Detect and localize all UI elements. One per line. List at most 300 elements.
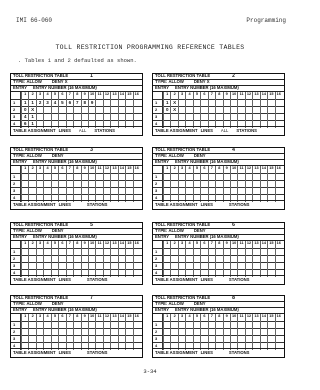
column-number: 13 <box>112 166 117 170</box>
entry-column <box>178 314 185 350</box>
column-number: 11 <box>97 92 102 96</box>
assignment-label: TABLE ASSIGNMENT <box>155 202 198 207</box>
row-number: 3 <box>13 114 16 119</box>
entry-columns <box>21 166 140 202</box>
column-number: 6 <box>61 166 64 170</box>
entry-column <box>66 314 73 350</box>
entry-column <box>230 314 237 350</box>
entry-column <box>252 241 259 277</box>
deny-label: DENY <box>51 154 64 158</box>
column-number: 7 <box>68 241 71 245</box>
entry-column <box>215 92 222 128</box>
column-number: 16 <box>134 92 139 96</box>
column-number: 12 <box>104 166 110 170</box>
assignment-label: TABLE ASSIGNMENT <box>155 350 198 355</box>
type-label: TYPE: <box>155 154 168 158</box>
column-number: 1 <box>166 166 169 170</box>
default-note: . Tables 1 and 2 defaulted as shown. <box>18 57 137 64</box>
column-number: 15 <box>269 314 274 318</box>
entry-column <box>193 166 200 202</box>
row-number: 2 <box>13 181 16 186</box>
column-number: 16 <box>276 92 281 96</box>
entry-column <box>245 241 252 277</box>
column-number: 10 <box>90 314 95 318</box>
row-number: 2 <box>13 329 16 334</box>
deny-label: DENY <box>193 229 206 233</box>
assignment-label: TABLE ASSIGNMENT <box>155 128 198 133</box>
entry-column <box>21 92 28 128</box>
table-number: 4 <box>232 148 235 153</box>
row-number: 3 <box>13 263 16 268</box>
entry-column <box>215 241 222 277</box>
column-number: 1 <box>166 314 169 318</box>
entry-max-label: ENTRY NUMBER (16 MAXIMUM) <box>33 160 97 164</box>
column-number: 2 <box>31 241 34 245</box>
deny-label: DENY <box>193 80 206 84</box>
toll-restriction-table <box>10 222 143 285</box>
entry-column <box>118 241 125 277</box>
entry-column <box>43 241 50 277</box>
column-number: 10 <box>232 166 237 170</box>
row-number: 1 <box>13 322 16 327</box>
entry-mark: 6 <box>68 99 72 105</box>
entry-column <box>252 92 259 128</box>
column-number: 15 <box>127 92 132 96</box>
entry-column <box>110 166 117 202</box>
lines-label: LINES <box>58 350 71 355</box>
entry-column <box>81 92 88 128</box>
allow-label: ALLOW <box>26 302 42 306</box>
column-number: 4 <box>46 241 49 245</box>
column-number: 8 <box>218 314 221 318</box>
column-number: 6 <box>203 166 206 170</box>
entry-column <box>43 92 50 128</box>
entry-column <box>252 314 259 350</box>
entry-mark: 5 <box>61 99 64 105</box>
entry-max-label: ENTRY NUMBER (16 MAXIMUM) <box>175 308 239 312</box>
column-number: 10 <box>232 92 237 96</box>
column-number: 11 <box>97 166 102 170</box>
table-number: 3 <box>90 148 93 153</box>
table-number: 1 <box>90 74 93 79</box>
assignment-label: TABLE ASSIGNMENT <box>155 277 198 282</box>
entry-column <box>21 314 28 350</box>
column-number: 8 <box>76 314 79 318</box>
entry-column <box>267 166 274 202</box>
column-number: 7 <box>210 166 213 170</box>
column-number: 3 <box>39 166 42 170</box>
column-number: 13 <box>254 314 259 318</box>
column-number: 13 <box>254 92 259 96</box>
entry-column <box>223 241 230 277</box>
column-number: 4 <box>188 241 191 245</box>
entry-column <box>110 241 117 277</box>
entry-column <box>125 92 132 128</box>
entry-column <box>163 241 170 277</box>
row-number: 4 <box>155 343 158 348</box>
entry-label: ENTRY <box>155 160 170 164</box>
column-number: 11 <box>97 241 102 245</box>
entry-mark: 2 <box>38 99 42 105</box>
column-number: 6 <box>203 314 206 318</box>
entry-mark: X <box>31 106 35 112</box>
entry-column <box>208 314 215 350</box>
table-number: 5 <box>90 223 93 228</box>
entry-column <box>95 314 102 350</box>
column-number: 15 <box>269 166 274 170</box>
entry-column <box>245 92 252 128</box>
entry-column <box>28 166 35 202</box>
entry-column <box>95 92 102 128</box>
allow-label: ALLOW <box>168 80 184 84</box>
entry-max-label: ENTRY NUMBER (16 MAXIMUM) <box>175 160 239 164</box>
entry-column <box>178 166 185 202</box>
column-number: 14 <box>119 92 125 96</box>
entry-mark: 9 <box>90 99 94 105</box>
entry-column <box>185 166 192 202</box>
entry-columns <box>21 241 140 277</box>
column-number: 10 <box>90 92 95 96</box>
column-number: 15 <box>127 166 132 170</box>
allow-label: ALLOW <box>168 154 184 158</box>
entry-column <box>51 166 58 202</box>
entry-column <box>223 92 230 128</box>
column-number: 9 <box>83 314 86 318</box>
row-number: 2 <box>13 107 16 112</box>
type-label: TYPE: <box>13 229 26 233</box>
column-number: 9 <box>83 241 86 245</box>
table-assignment-row <box>11 275 142 284</box>
entry-column <box>178 92 185 128</box>
entry-column <box>245 166 252 202</box>
row-number: 4 <box>155 121 158 126</box>
entry-column <box>178 241 185 277</box>
entry-column <box>252 166 259 202</box>
row-number: 3 <box>13 188 16 193</box>
column-number: 9 <box>225 166 228 170</box>
column-number: 6 <box>61 241 64 245</box>
table-assignment-row <box>11 126 142 135</box>
entry-column <box>260 314 267 350</box>
column-number: 5 <box>195 92 199 96</box>
entry-column <box>237 166 244 202</box>
entry-mark: 4 <box>23 113 27 119</box>
entry-column <box>95 166 102 202</box>
entry-column <box>28 241 35 277</box>
column-number: 8 <box>218 92 221 96</box>
table-label: TOLL RESTRICTION TABLE <box>13 296 69 300</box>
column-number: 12 <box>246 241 252 245</box>
toll-restriction-table <box>152 295 285 358</box>
entry-max-label: ENTRY NUMBER (16 MAXIMUM) <box>33 308 97 312</box>
deny-label: DENY <box>51 229 64 233</box>
entry-column <box>58 166 65 202</box>
entry-column <box>66 166 73 202</box>
entry-column <box>95 241 102 277</box>
entry-column <box>170 166 177 202</box>
column-number: 8 <box>76 92 79 96</box>
toll-restriction-table <box>10 295 143 358</box>
row-number: 1 <box>13 249 16 254</box>
type-label: TYPE: <box>13 154 26 158</box>
lines-label: LINES <box>200 202 213 207</box>
type-mark: X <box>206 80 210 84</box>
type-label: TYPE: <box>155 80 168 84</box>
entry-column <box>118 314 125 350</box>
entry-max-label: ENTRY NUMBER (16 MAXIMUM) <box>175 235 239 239</box>
column-number: 14 <box>261 92 267 96</box>
entry-column <box>36 92 43 128</box>
entry-column <box>230 166 237 202</box>
entry-column <box>133 241 140 277</box>
entry-label: ENTRY <box>155 235 170 239</box>
table-assignment-row <box>11 200 142 209</box>
column-number: 3 <box>181 166 184 170</box>
column-number: 14 <box>261 241 267 245</box>
row-number: 4 <box>155 195 158 200</box>
column-number: 5 <box>53 92 57 96</box>
toll-restriction-table <box>10 73 143 136</box>
table-number: 7 <box>90 296 93 301</box>
column-number: 13 <box>254 241 259 245</box>
entry-max-label: ENTRY NUMBER (16 MAXIMUM) <box>175 86 239 90</box>
entry-column <box>58 241 65 277</box>
column-number: 5 <box>53 241 57 245</box>
column-number: 5 <box>195 314 199 318</box>
column-number: 12 <box>246 92 252 96</box>
column-number: 8 <box>218 241 221 245</box>
table-label: TOLL RESTRICTION TABLE <box>13 223 69 227</box>
entry-column <box>245 314 252 350</box>
entry-mark: 1 <box>31 113 34 119</box>
column-number: 11 <box>239 166 244 170</box>
type-label: TYPE: <box>13 302 26 306</box>
column-number: 6 <box>203 241 206 245</box>
entry-column <box>110 92 117 128</box>
entry-column <box>58 92 65 128</box>
column-number: 16 <box>276 314 281 318</box>
entry-column <box>208 241 215 277</box>
column-number: 8 <box>218 166 221 170</box>
entry-column <box>185 241 192 277</box>
column-number: 16 <box>134 166 139 170</box>
column-number: 13 <box>112 241 117 245</box>
table-assignment-row <box>153 200 284 209</box>
column-number: 4 <box>188 314 191 318</box>
entry-mark: 8 <box>83 99 86 105</box>
entry-column <box>21 241 28 277</box>
allow-label: ALLOW <box>26 80 42 84</box>
row-number: 1 <box>13 174 16 179</box>
entry-column <box>260 166 267 202</box>
column-number: 13 <box>112 314 117 318</box>
column-number: 5 <box>53 314 57 318</box>
row-number: 3 <box>155 263 158 268</box>
entry-columns <box>163 314 282 350</box>
entry-grid <box>153 92 284 128</box>
type-label: TYPE: <box>155 229 168 233</box>
entry-column <box>125 241 132 277</box>
entry-columns <box>21 92 140 128</box>
entry-column <box>36 241 43 277</box>
entry-column <box>43 166 50 202</box>
table-label: TOLL RESTRICTION TABLE <box>13 148 69 152</box>
row-number: 4 <box>13 121 16 126</box>
column-number: 15 <box>269 92 274 96</box>
column-number: 3 <box>181 92 184 96</box>
table-number: 6 <box>232 223 235 228</box>
entry-column <box>200 92 207 128</box>
assignment-label: TABLE ASSIGNMENT <box>13 128 56 133</box>
column-number: 1 <box>24 314 27 318</box>
column-number: 16 <box>134 241 139 245</box>
table-label: TOLL RESTRICTION TABLE <box>155 296 211 300</box>
table-label: TOLL RESTRICTION TABLE <box>13 74 69 78</box>
entry-grid <box>153 314 284 350</box>
deny-label: DENY <box>51 80 64 84</box>
entry-column <box>193 92 200 128</box>
column-number: 3 <box>39 314 42 318</box>
entry-column <box>73 241 80 277</box>
table-label: TOLL RESTRICTION TABLE <box>155 223 211 227</box>
entry-column <box>275 92 282 128</box>
entry-mark: 4 <box>53 99 57 105</box>
column-number: 1 <box>24 241 27 245</box>
entry-column <box>66 92 73 128</box>
entry-column <box>118 92 125 128</box>
entry-column <box>103 314 110 350</box>
entry-label: ENTRY <box>155 308 170 312</box>
entry-column <box>170 92 177 128</box>
entry-column <box>200 241 207 277</box>
column-number: 16 <box>276 166 281 170</box>
column-number: 12 <box>104 241 110 245</box>
page-title: TOLL RESTRICTION PROGRAMMING REFERENCE TABLES <box>55 44 245 51</box>
stations-label: STATIONS <box>228 277 250 282</box>
lines-label: LINES <box>200 128 213 133</box>
table-assignment-row <box>153 348 284 357</box>
entry-grid <box>11 314 142 350</box>
entry-columns <box>163 92 282 128</box>
deny-label: DENY <box>51 302 64 306</box>
entry-column <box>237 92 244 128</box>
row-number: 4 <box>155 270 158 275</box>
entry-column <box>275 241 282 277</box>
column-number: 3 <box>181 241 184 245</box>
column-number: 7 <box>210 241 213 245</box>
entry-column <box>118 166 125 202</box>
entry-column <box>170 314 177 350</box>
column-number: 12 <box>104 92 110 96</box>
stations-label: STATIONS <box>228 202 250 207</box>
lines-label: LINES <box>58 202 71 207</box>
entry-column <box>267 92 274 128</box>
column-number: 8 <box>76 166 79 170</box>
entry-max-label: ENTRY NUMBER (16 MAXIMUM) <box>33 235 97 239</box>
page-number: 3-34 <box>143 368 157 375</box>
row-number: 3 <box>13 336 16 341</box>
entry-grid <box>11 166 142 202</box>
entry-grid <box>11 241 142 277</box>
column-number: 7 <box>68 92 71 96</box>
stations-label: STATIONS <box>228 350 250 355</box>
entry-column <box>103 241 110 277</box>
entry-column <box>58 314 65 350</box>
column-number: 9 <box>225 314 228 318</box>
entry-column <box>275 166 282 202</box>
column-number: 2 <box>31 166 34 170</box>
row-number: 3 <box>155 188 158 193</box>
entry-column <box>21 166 28 202</box>
column-number: 10 <box>232 241 237 245</box>
entry-column <box>223 314 230 350</box>
entry-label: ENTRY <box>13 235 28 239</box>
stations-label: STATIONS <box>236 128 257 133</box>
row-number: 2 <box>155 329 158 334</box>
lines-label: LINES <box>58 128 71 133</box>
column-number: 5 <box>195 241 199 245</box>
column-number: 4 <box>46 314 49 318</box>
stations-label: STATIONS <box>86 202 108 207</box>
entry-column <box>103 166 110 202</box>
entry-label: ENTRY <box>155 86 170 90</box>
lines-label: LINES <box>200 350 213 355</box>
toll-restriction-table <box>152 222 285 285</box>
row-number: 2 <box>13 256 16 261</box>
entry-mark: 0 <box>23 106 27 112</box>
entry-mark: X <box>173 99 177 105</box>
column-number: 5 <box>53 166 57 170</box>
row-number: 4 <box>13 343 16 348</box>
entry-mark: 1 <box>165 99 169 105</box>
entry-mark: 7 <box>76 99 79 105</box>
entry-column <box>28 92 35 128</box>
entry-column <box>133 92 140 128</box>
row-number: 4 <box>13 195 16 200</box>
entry-column <box>133 166 140 202</box>
entry-column <box>43 314 50 350</box>
type-mark: X <box>64 80 68 84</box>
column-number: 5 <box>195 166 199 170</box>
entry-column <box>88 92 95 128</box>
column-number: 14 <box>261 166 267 170</box>
column-number: 2 <box>173 241 176 245</box>
entry-column <box>73 314 80 350</box>
column-number: 15 <box>127 241 132 245</box>
table-number: 2 <box>232 74 235 79</box>
row-number: 2 <box>155 256 158 261</box>
deny-label: DENY <box>193 154 206 158</box>
entry-grid <box>153 241 284 277</box>
entry-column <box>237 314 244 350</box>
column-number: 10 <box>232 314 237 318</box>
column-number: 15 <box>127 314 132 318</box>
entry-column <box>88 241 95 277</box>
column-number: 16 <box>276 241 281 245</box>
column-number: 14 <box>119 314 125 318</box>
column-number: 1 <box>24 92 27 96</box>
column-number: 2 <box>173 314 176 318</box>
document-id: IMI 66-060 <box>16 17 53 24</box>
lines-label: LINES <box>58 277 71 282</box>
stations-label: STATIONS <box>86 350 108 355</box>
entry-column <box>110 314 117 350</box>
column-number: 11 <box>239 241 244 245</box>
entry-column <box>215 314 222 350</box>
entry-column <box>81 166 88 202</box>
column-number: 9 <box>225 241 228 245</box>
column-number: 3 <box>181 314 184 318</box>
